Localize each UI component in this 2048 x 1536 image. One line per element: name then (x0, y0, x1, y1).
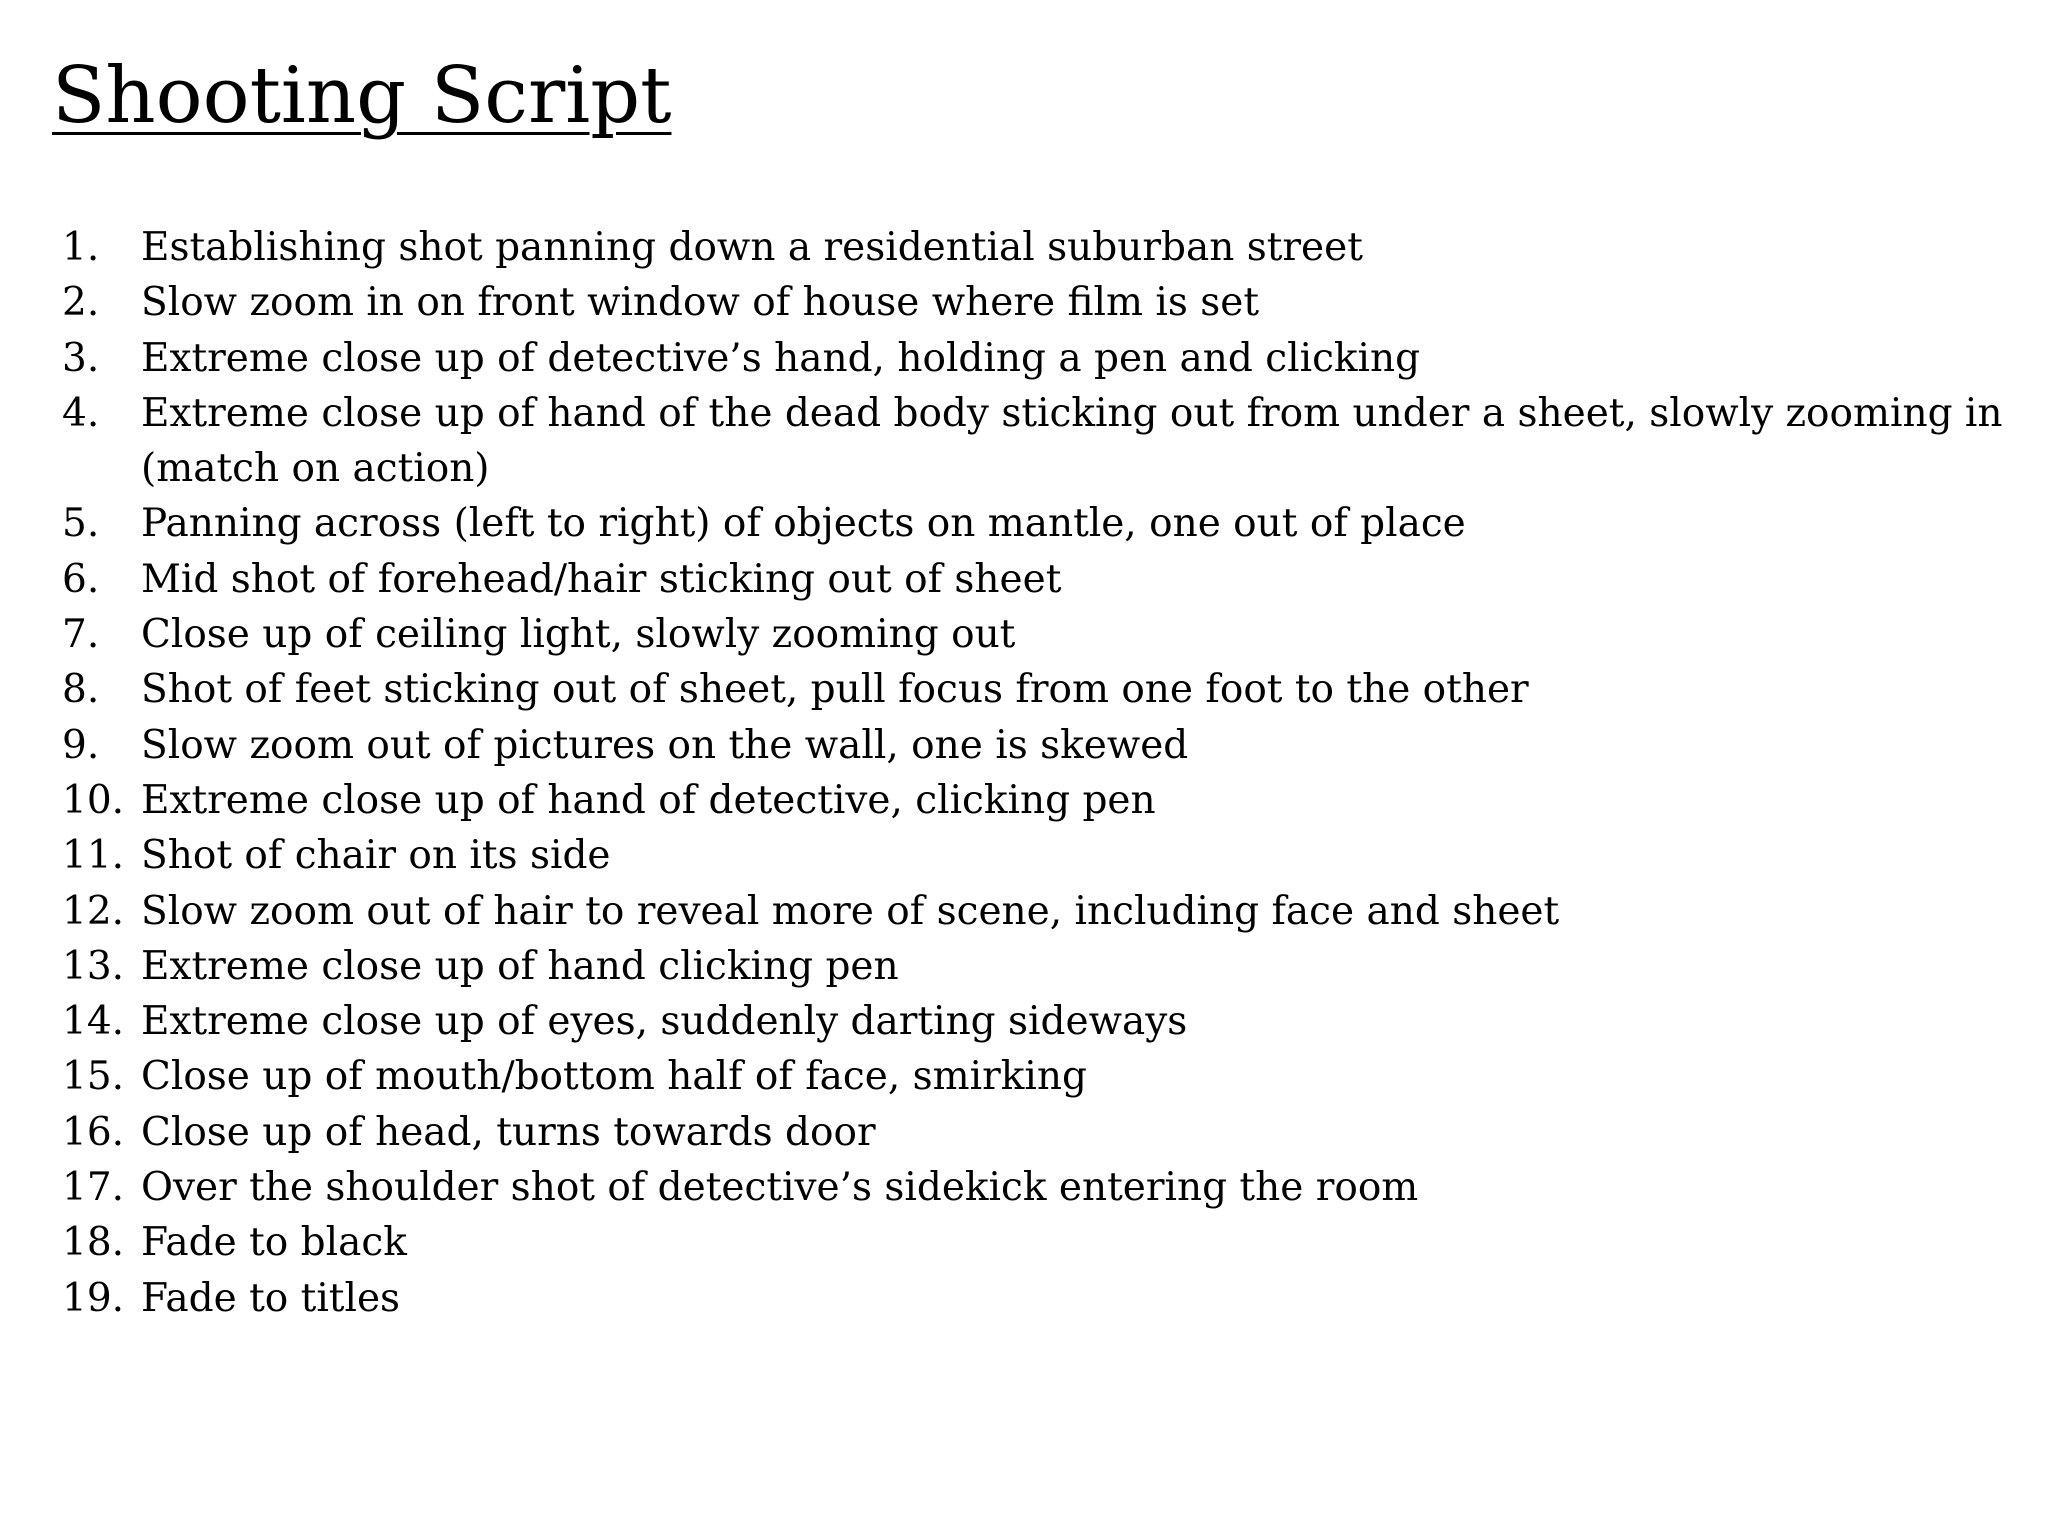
shot-description: Extreme close up of hand of the dead body sticking out from under a sheet, slowly zooming in (match on action) (141, 390, 2003, 492)
shot-description: Extreme close up of hand clicking pen (141, 943, 899, 989)
shot-description: Establishing shot panning down a residential suburban street (141, 225, 1363, 270)
shot-description: Extreme close up of eyes, suddenly darting sideways (141, 999, 1188, 1045)
shot-number: 2. (62, 280, 100, 326)
shot-item (62, 331, 2012, 386)
shot-number: 4. (62, 390, 100, 436)
shot-item (62, 773, 2012, 828)
shot-description: Slow zoom out of pictures on the wall, one is skewed (141, 722, 1189, 768)
shot-number: 14. (62, 999, 125, 1045)
shot-number: 5. (62, 501, 100, 547)
shot-item (62, 939, 2012, 994)
shot-description: Close up of head, turns towards door (141, 1109, 876, 1155)
shot-number: 8. (62, 667, 100, 713)
shot-item (62, 1105, 2012, 1160)
shot-item (62, 994, 2012, 1049)
shot-item (62, 1215, 2012, 1270)
shot-description: Extreme close up of hand of detective, clicking pen (141, 777, 1156, 823)
shot-description: Panning across (left to right) of objects on mantle, one out of place (141, 501, 1466, 547)
shot-description: Close up of ceiling light, slowly zooming out (141, 612, 1016, 658)
shot-item (62, 220, 2012, 275)
shot-item (62, 1271, 2012, 1326)
shot-number: 17. (62, 1165, 125, 1211)
shot-item (62, 496, 2012, 551)
shot-description: Extreme close up of detective’s hand, holding a pen and clicking (141, 335, 1421, 381)
shot-item (62, 662, 2012, 717)
shot-number: 10. (62, 777, 125, 823)
shot-description: Fade to titles (141, 1275, 401, 1321)
shot-item (62, 607, 2012, 662)
shot-number: 18. (62, 1220, 125, 1266)
shot-description: Over the shoulder shot of detective’s sidekick entering the room (141, 1165, 1419, 1211)
shot-item (62, 828, 2012, 883)
shot-item (62, 1160, 2012, 1215)
shot-number: 6. (62, 556, 100, 602)
shot-number: 16. (62, 1109, 125, 1155)
shot-item (62, 552, 2012, 607)
shot-number: 1. (62, 225, 100, 270)
shot-number: 12. (62, 888, 125, 934)
shot-number: 11. (62, 833, 125, 879)
shot-description: Slow zoom out of hair to reveal more of scene, including face and sheet (141, 888, 1560, 934)
shot-description: Close up of mouth/bottom half of face, smirking (141, 1054, 1087, 1100)
shot-number: 9. (62, 722, 100, 768)
shot-item (62, 884, 2012, 939)
shot-item (62, 386, 2012, 497)
shot-number: 19. (62, 1275, 125, 1321)
shot-description: Mid shot of forehead/hair sticking out of sheet (141, 556, 1062, 602)
shot-number: 13. (62, 943, 125, 989)
shot-number: 3. (62, 335, 100, 381)
shot-item (62, 718, 2012, 773)
shot-description: Shot of feet sticking out of sheet, pull focus from one foot to the other (141, 667, 1529, 713)
shot-number: 15. (62, 1054, 125, 1100)
shot-number: 7. (62, 612, 100, 658)
shot-list (62, 220, 2012, 1326)
shot-item (62, 275, 2012, 330)
shot-item (62, 1049, 2012, 1104)
shot-description: Shot of chair on its side (141, 833, 611, 879)
shot-description: Slow zoom in on front window of house where film is set (141, 280, 1259, 326)
shot-description: Fade to black (141, 1220, 407, 1266)
page-title: Shooting Script (52, 51, 672, 141)
